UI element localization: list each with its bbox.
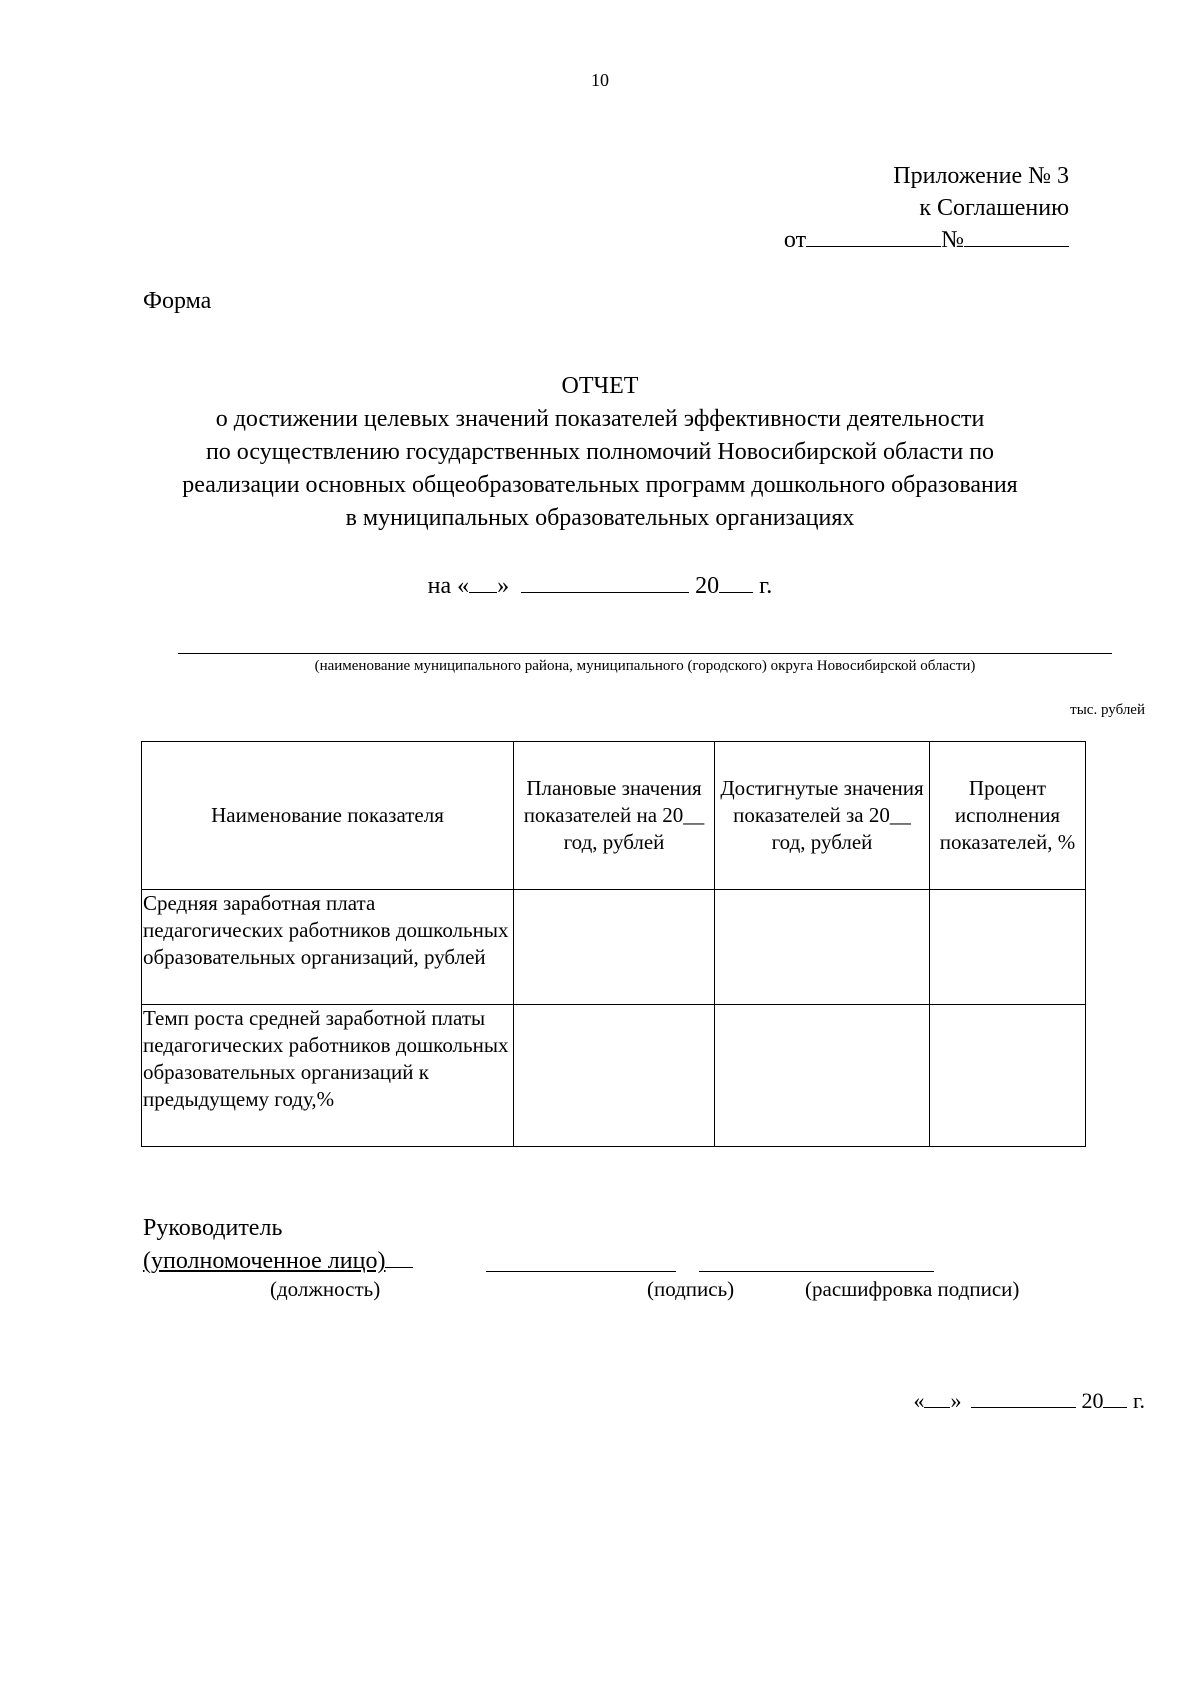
table-header-row: [142, 742, 1086, 890]
indicator-name-cell: Средняя заработная плата педагогических работников дошкольных образовательных организаций, рублей: [142, 890, 514, 1005]
header-planned-values: Плановые значения показателей на 20__ год, рублей: [514, 742, 715, 890]
date-close-quote: »: [497, 573, 510, 599]
annex-number-blank[interactable]: [964, 224, 1069, 247]
achieved-value-cell[interactable]: [715, 1005, 930, 1147]
position-blank[interactable]: [385, 1267, 413, 1268]
achieved-value-cell[interactable]: [715, 890, 930, 1005]
date-day-blank[interactable]: [469, 570, 497, 593]
annex-from-label: от: [783, 227, 807, 253]
annex-date-number: [784, 224, 1069, 256]
signer-title: Руководитель: [143, 1215, 283, 1241]
report-table: [141, 741, 1086, 1147]
final-date-year-prefix: 20: [1081, 1388, 1104, 1413]
indicator-name-cell: Темп роста средней заработной платы педагогических работников дошкольных образовательных организаций к предыдущему году,%: [142, 1005, 514, 1147]
report-title-line-2: по осуществлению государственных полномочий Новосибирской области по: [205, 439, 995, 465]
region-name-field[interactable]: [178, 653, 1112, 654]
signature-caption: (подпись): [647, 1277, 735, 1301]
annex-block: [784, 160, 1069, 256]
form-label: Форма: [143, 288, 212, 314]
report-title-line-1: о достижении целевых значений показателей эффективности деятельности: [215, 406, 985, 432]
signature-field[interactable]: [486, 1271, 676, 1272]
signer-role: [143, 1245, 413, 1278]
header-percent-completion: Процент исполнения показателей, %: [930, 742, 1086, 890]
units-label: тыс. рублей: [1070, 702, 1145, 718]
report-date-line: [0, 570, 1200, 600]
final-date-day-blank[interactable]: [924, 1387, 950, 1408]
final-date-close-quote: »: [950, 1388, 962, 1413]
date-year-blank[interactable]: [719, 570, 753, 593]
final-date-year-suffix: г.: [1132, 1388, 1145, 1413]
percent-cell[interactable]: [930, 890, 1086, 1005]
annex-agreement: к Соглашению: [919, 195, 1069, 221]
signer-role-text: (уполномоченное лицо): [143, 1248, 386, 1274]
report-title-line-3: реализации основных общеобразовательных программ дошкольного образования: [182, 472, 1018, 498]
table-row: [142, 890, 1086, 1005]
table-row: [142, 1005, 1086, 1147]
annex-title: Приложение № 3: [893, 163, 1069, 189]
report-title: [100, 370, 1100, 535]
final-date-line: [913, 1387, 1145, 1414]
header-achieved-values: Достигнутые значения показателей за 20__ год, рублей: [715, 742, 930, 890]
final-date-year-blank[interactable]: [1103, 1387, 1127, 1408]
date-year-suffix: г.: [759, 573, 773, 599]
annex-number-label: №: [941, 227, 964, 253]
planned-value-cell[interactable]: [514, 1005, 715, 1147]
annex-date-blank[interactable]: [806, 224, 941, 247]
date-month-blank[interactable]: [521, 570, 689, 593]
signer-block: [143, 1212, 413, 1278]
page-number: 10: [591, 70, 609, 90]
header-indicator-name: Наименование показателя: [142, 742, 514, 890]
date-open-quote: на «: [427, 573, 470, 599]
report-title-line-4: в муниципальных образовательных организациях: [345, 505, 855, 531]
date-year-prefix: 20: [695, 573, 720, 599]
position-caption: (должность): [270, 1277, 381, 1301]
final-date-open-quote: «: [913, 1388, 925, 1413]
final-date-month-blank[interactable]: [971, 1387, 1076, 1408]
signature-decoding-field[interactable]: [699, 1271, 934, 1272]
decoding-caption: (расшифровка подписи): [805, 1277, 1020, 1301]
region-caption: (наименование муниципального района, муниципального (городского) округа Новосибирской области): [314, 658, 976, 674]
percent-cell[interactable]: [930, 1005, 1086, 1147]
report-heading: ОТЧЕТ: [561, 373, 639, 399]
planned-value-cell[interactable]: [514, 890, 715, 1005]
